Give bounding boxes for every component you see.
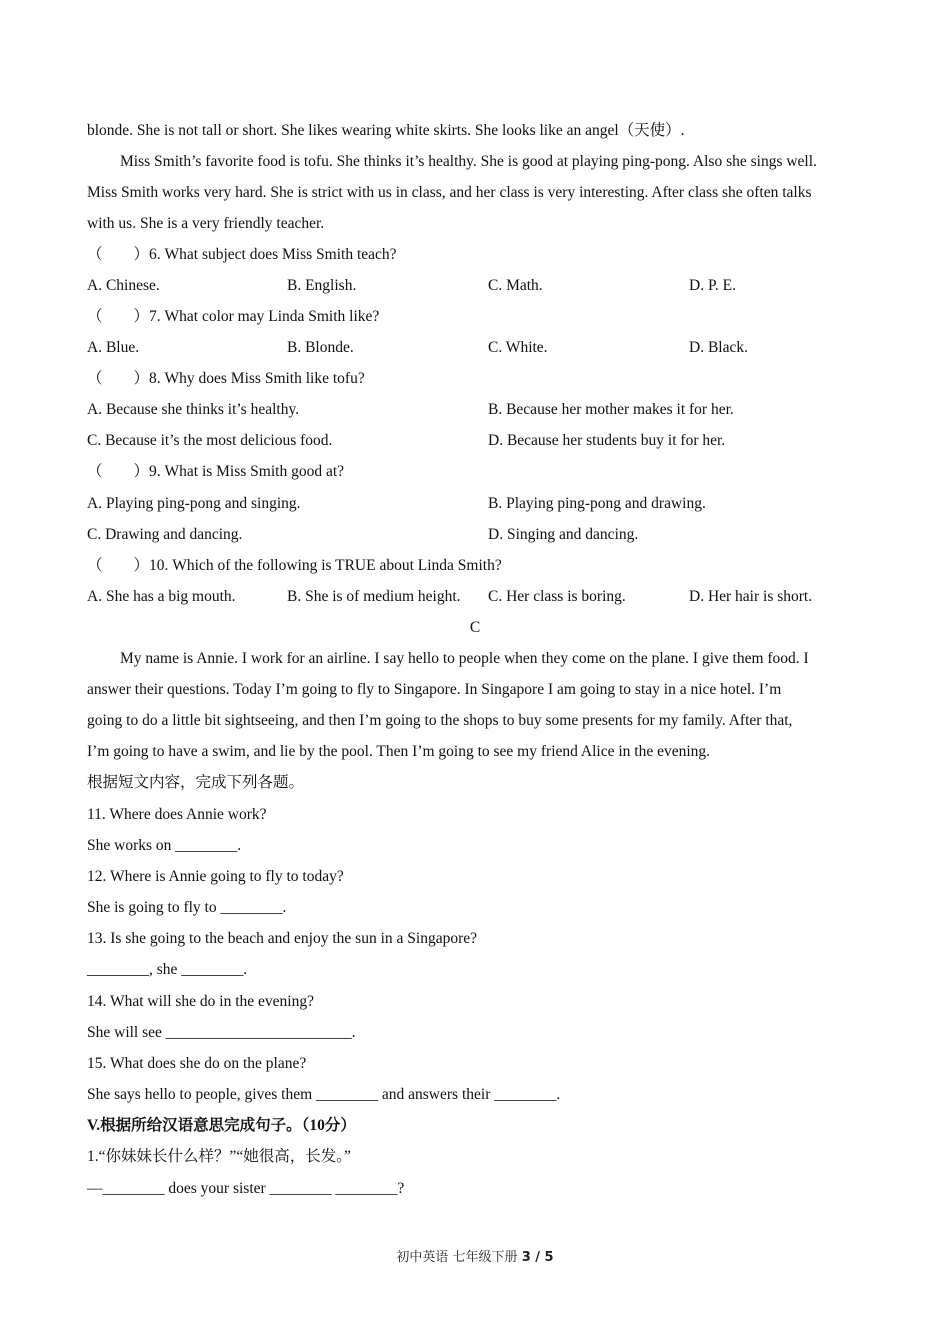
question-stem-10: （ ）10. Which of the following is TRUE about Linda Smith? bbox=[87, 557, 502, 574]
section-c-heading: C bbox=[469, 619, 481, 636]
option-b: B. Because her mother makes it for her. bbox=[488, 401, 734, 418]
question-stem-6: （ ）6. What subject does Miss Smith teach? bbox=[87, 246, 397, 263]
option-d: D. P. E. bbox=[689, 277, 736, 294]
passage-b-line: Miss Smith works very hard. She is strict with us in class, and her class is very interesting. After class she often talks bbox=[87, 184, 812, 201]
passage-c-line: going to do a little bit sightseeing, and then I’m going to the shops to buy some presents for my family. After that, bbox=[87, 712, 793, 729]
question-stem-7: （ ）7. What color may Linda Smith like? bbox=[87, 308, 380, 325]
option-d: D. Because her students buy it for her. bbox=[488, 432, 726, 449]
passage-b-line: Miss Smith’s favorite food is tofu. She thinks it’s healthy. She is good at playing ping-pong. Also she sings well. bbox=[120, 153, 817, 170]
question-13: 13. Is she going to the beach and enjoy the sun in a Singapore? bbox=[87, 930, 477, 947]
question-stem-8: （ ）8. Why does Miss Smith like tofu? bbox=[87, 370, 365, 387]
option-d: D. Singing and dancing. bbox=[488, 526, 639, 543]
answer-11: She works on ________. bbox=[87, 837, 242, 854]
question-14: 14. What will she do in the evening? bbox=[87, 993, 314, 1010]
option-b: B. English. bbox=[287, 277, 357, 294]
passage-b-line: with us. She is a very friendly teacher. bbox=[87, 215, 325, 232]
question-11: 11. Where does Annie work? bbox=[87, 806, 267, 823]
question-stem-9: （ ）9. What is Miss Smith good at? bbox=[87, 463, 345, 480]
section-v-question-1: 1.“你妹妹长什么样？”“她很高，长发。” bbox=[87, 1148, 351, 1165]
option-c: C. Drawing and dancing. bbox=[87, 526, 243, 543]
question-12: 12. Where is Annie going to fly to today? bbox=[87, 868, 344, 885]
answer-14: She will see ________________________. bbox=[87, 1024, 356, 1041]
option-a: A. Blue. bbox=[87, 339, 140, 356]
footer-label: 初中英语 七年级下册 bbox=[396, 1250, 522, 1265]
page-footer bbox=[0, 1246, 950, 1265]
option-c: C. Math. bbox=[488, 277, 543, 294]
option-d: D. Black. bbox=[689, 339, 748, 356]
passage-b-line: blonde. She is not tall or short. She likes wearing white skirts. She looks like an angel（天使）. bbox=[87, 122, 685, 139]
passage-c-line: My name is Annie. I work for an airline. I say hello to people when they come on the plane. I give them food. I bbox=[120, 650, 809, 667]
option-b: B. Playing ping-pong and drawing. bbox=[488, 495, 706, 512]
option-a: A. She has a big mouth. bbox=[87, 588, 236, 605]
option-c: C. White. bbox=[488, 339, 548, 356]
option-b: B. She is of medium height. bbox=[287, 588, 461, 605]
answer-12: She is going to fly to ________. bbox=[87, 899, 287, 916]
option-c: C. Because it’s the most delicious food. bbox=[87, 432, 333, 449]
option-a: A. Because she thinks it’s healthy. bbox=[87, 401, 300, 418]
option-a: A. Chinese. bbox=[87, 277, 160, 294]
section-v-heading: V.根据所给汉语意思完成句子。（10分） bbox=[87, 1117, 356, 1134]
option-a: A. Playing ping-pong and singing. bbox=[87, 495, 301, 512]
page-number: 3 / 5 bbox=[521, 1250, 554, 1265]
question-15: 15. What does she do on the plane? bbox=[87, 1055, 307, 1072]
answer-15: She says hello to people, gives them ________ and answers their ________. bbox=[87, 1086, 561, 1103]
option-b: B. Blonde. bbox=[287, 339, 354, 356]
option-c: C. Her class is boring. bbox=[488, 588, 626, 605]
answer-13: ________, she ________. bbox=[87, 961, 248, 978]
section-v-answer-1: —________ does your sister ________ ________? bbox=[87, 1180, 405, 1197]
passage-c-line: answer their questions. Today I’m going to fly to Singapore. In Singapore I am going to stay in a nice hotel. I’m bbox=[87, 681, 782, 698]
passage-c-line: I’m going to have a swim, and lie by the pool. Then I’m going to see my friend Alice in the evening. bbox=[87, 743, 711, 760]
section-c-instruction: 根据短文内容，完成下列各题。 bbox=[87, 774, 305, 791]
option-d: D. Her hair is short. bbox=[689, 588, 813, 605]
